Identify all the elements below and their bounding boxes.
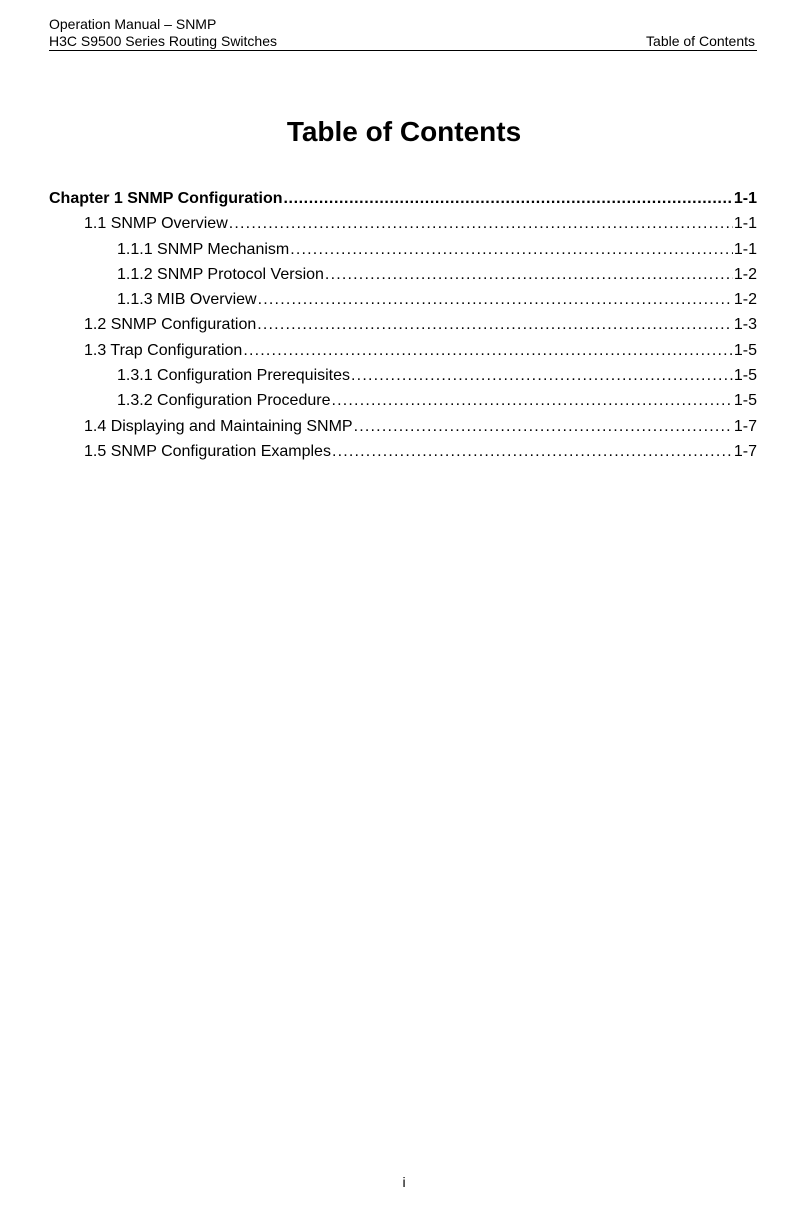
toc-entry-page: 1-1 (733, 215, 757, 233)
toc-entry-label: 1.5 SNMP Configuration Examples (84, 442, 331, 460)
toc-leader-dots (229, 211, 733, 236)
toc-entry-page: 1-5 (733, 341, 757, 359)
toc-entry-label: Chapter 1 SNMP Configuration (49, 190, 283, 207)
toc-leader-dots (258, 287, 733, 312)
toc-entry[interactable] (49, 211, 757, 236)
toc-entry-label: 1.2 SNMP Configuration (84, 316, 257, 334)
toc-entry[interactable] (49, 414, 757, 439)
table-of-contents (49, 186, 757, 464)
page-number: i (402, 1174, 406, 1190)
toc-entry-label: 1.3.2 Configuration Procedure (117, 392, 331, 410)
page-header (49, 16, 755, 50)
section-name: Table of Contents (646, 33, 755, 49)
toc-entry[interactable] (49, 439, 757, 464)
toc-entry[interactable] (49, 186, 757, 211)
toc-entry-page: 1-1 (733, 190, 757, 207)
toc-entry-label: 1.1.2 SNMP Protocol Version (117, 265, 324, 283)
toc-entry[interactable] (49, 262, 757, 287)
toc-entry[interactable] (49, 388, 757, 413)
toc-entry[interactable] (49, 312, 757, 337)
toc-leader-dots (325, 262, 733, 287)
toc-leader-dots (243, 338, 733, 363)
manual-title: Operation Manual – SNMP (49, 16, 217, 32)
toc-leader-dots (290, 237, 733, 262)
toc-entry-page: 1-7 (733, 417, 757, 435)
toc-entry-label: 1.3.1 Configuration Prerequisites (117, 367, 351, 385)
toc-entry-label: 1.1 SNMP Overview (84, 215, 228, 233)
toc-entry-label: 1.1.1 SNMP Mechanism (117, 240, 290, 258)
toc-entry-page: 1-3 (733, 316, 757, 334)
toc-entry[interactable] (49, 287, 757, 312)
toc-leader-dots (257, 312, 733, 337)
toc-leader-dots (354, 414, 733, 439)
toc-entry[interactable] (49, 338, 757, 363)
product-name: H3C S9500 Series Routing Switches (49, 33, 278, 49)
page-title: Table of Contents (286, 116, 522, 147)
toc-leader-dots (351, 363, 733, 388)
toc-leader-dots (332, 439, 733, 464)
toc-entry-page: 1-1 (733, 240, 757, 258)
toc-leader-dots (284, 186, 733, 211)
toc-entry-page: 1-2 (733, 291, 757, 309)
toc-leader-dots (331, 388, 732, 413)
header-second-row (49, 33, 755, 50)
toc-entry-page: 1-5 (733, 392, 757, 410)
toc-entry-page: 1-5 (733, 367, 757, 385)
toc-entry-page: 1-7 (733, 442, 757, 460)
toc-entry-label: 1.1.3 MIB Overview (117, 291, 257, 309)
toc-entry[interactable] (49, 363, 757, 388)
header-rule (49, 50, 757, 51)
toc-entry-label: 1.3 Trap Configuration (84, 341, 243, 359)
toc-entry-label: 1.4 Displaying and Maintaining SNMP (84, 417, 353, 435)
toc-entry-page: 1-2 (733, 265, 757, 283)
toc-entry[interactable] (49, 237, 757, 262)
